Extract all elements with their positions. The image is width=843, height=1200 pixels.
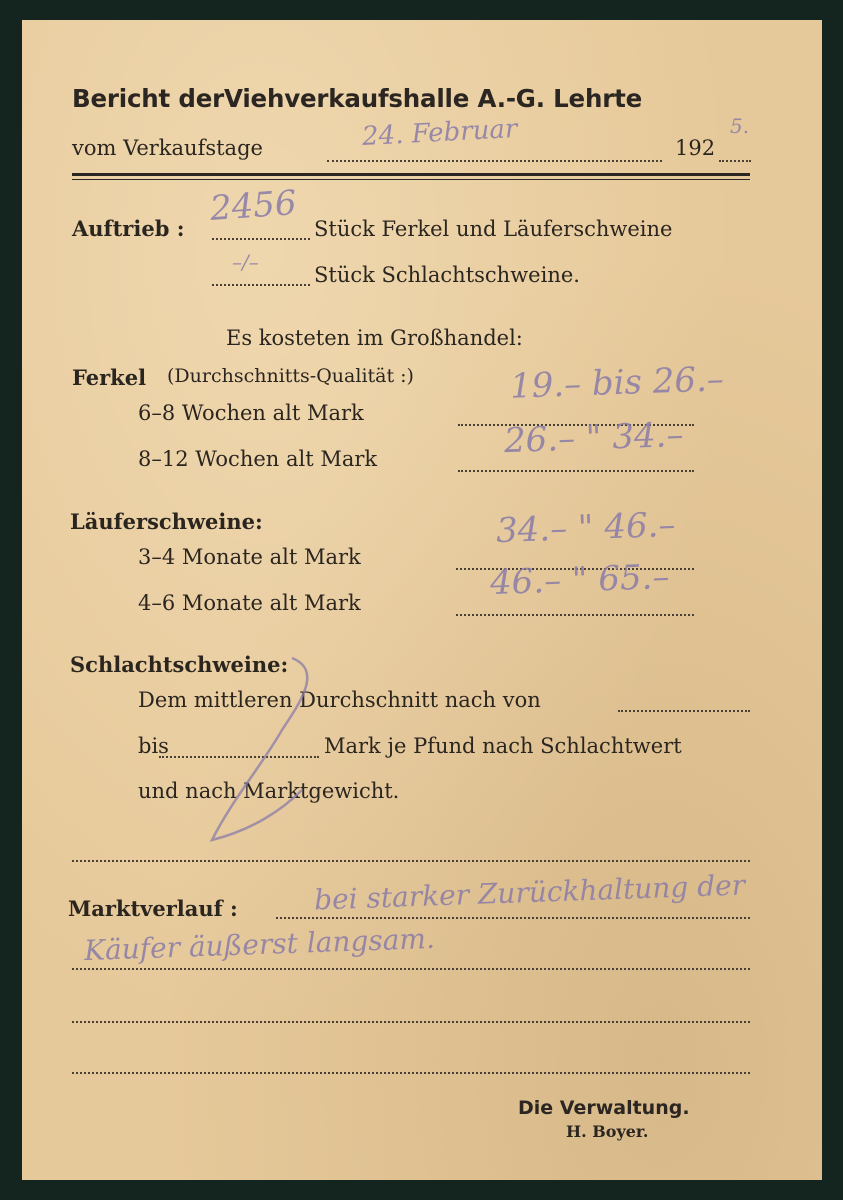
ferkel-row2-label: 8–12 Wochen alt Mark — [138, 447, 378, 471]
schlacht-line2-suffix: Mark je Pfund nach Schlachtwert — [324, 734, 682, 758]
year-dotted-line — [719, 160, 751, 162]
marktverlauf-line4-dots — [72, 1072, 750, 1074]
year-handwritten: 5. — [730, 114, 750, 138]
separator-dotted-line — [72, 860, 750, 862]
ferkel-label: Ferkel — [72, 365, 147, 390]
marktverlauf-label: Marktverlauf : — [68, 896, 238, 921]
auftrieb-row1-text: Stück Ferkel und Läuferschweine — [314, 217, 673, 241]
laeufer-label: Läuferschweine: — [70, 509, 263, 534]
schlacht-line1-dots — [618, 710, 750, 712]
report-card — [22, 20, 822, 1180]
date-dotted-line — [327, 160, 662, 162]
auftrieb-row2-value: –/– — [232, 250, 259, 274]
schlacht-line3: und nach Marktgewicht. — [138, 779, 400, 803]
date-label: vom Verkaufstage — [72, 136, 263, 160]
laeufer-row1-label: 3–4 Monate alt Mark — [138, 545, 361, 569]
marktverlauf-handwritten-2: Käufer äußerst langsam. — [83, 921, 436, 968]
header-rule-thin — [72, 179, 750, 180]
ferkel-row2-value: 26.– " 34.– — [503, 414, 685, 462]
schlacht-line2-prefix: bis — [138, 734, 169, 758]
report-title: Bericht derViehverkaufshalle A.-G. Lehrte — [72, 84, 643, 113]
marktverlauf-line2-dots — [72, 968, 750, 970]
ferkel-qualifier: (Durchschnitts-Qualität :) — [167, 365, 414, 387]
laeufer-row2-value: 46.– " 65.– — [489, 556, 671, 604]
ferkel-row2-dots — [458, 470, 694, 472]
marktverlauf-line3-dots — [72, 1021, 750, 1023]
header-rule-thick — [72, 173, 750, 176]
ferkel-row1-label: 6–8 Wochen alt Mark — [138, 401, 364, 425]
laeufer-row2-label: 4–6 Monate alt Mark — [138, 591, 361, 615]
auftrieb-row1-dots — [212, 238, 310, 240]
auftrieb-label: Auftrieb : — [72, 216, 185, 241]
marktverlauf-line1-dots — [276, 917, 750, 919]
schlacht-line1: Dem mittleren Durchschnitt nach von — [138, 688, 541, 712]
auftrieb-row2-text: Stück Schlachtschweine. — [314, 263, 580, 287]
ferkel-row1-value: 19.– bis 26.– — [509, 359, 725, 407]
marktverlauf-handwritten-1: bei starker Zurückhaltung der — [313, 868, 746, 917]
auftrieb-row1-value: 2456 — [208, 183, 298, 229]
laeufer-row2-dots — [456, 614, 694, 616]
date-handwritten: 24. Februar — [361, 113, 519, 153]
year-prefix: 192 — [675, 136, 716, 160]
administration-label: Die Verwaltung. — [518, 1097, 690, 1119]
laeufer-row1-value: 34.– " 46.– — [495, 504, 677, 552]
auftrieb-row2-dots — [212, 284, 310, 286]
pencil-strike-mark — [172, 640, 382, 860]
signatory-name: H. Boyer. — [566, 1122, 649, 1141]
schlacht-label: Schlachtschweine: — [70, 652, 289, 677]
prices-heading: Es kosteten im Großhandel: — [226, 326, 523, 350]
